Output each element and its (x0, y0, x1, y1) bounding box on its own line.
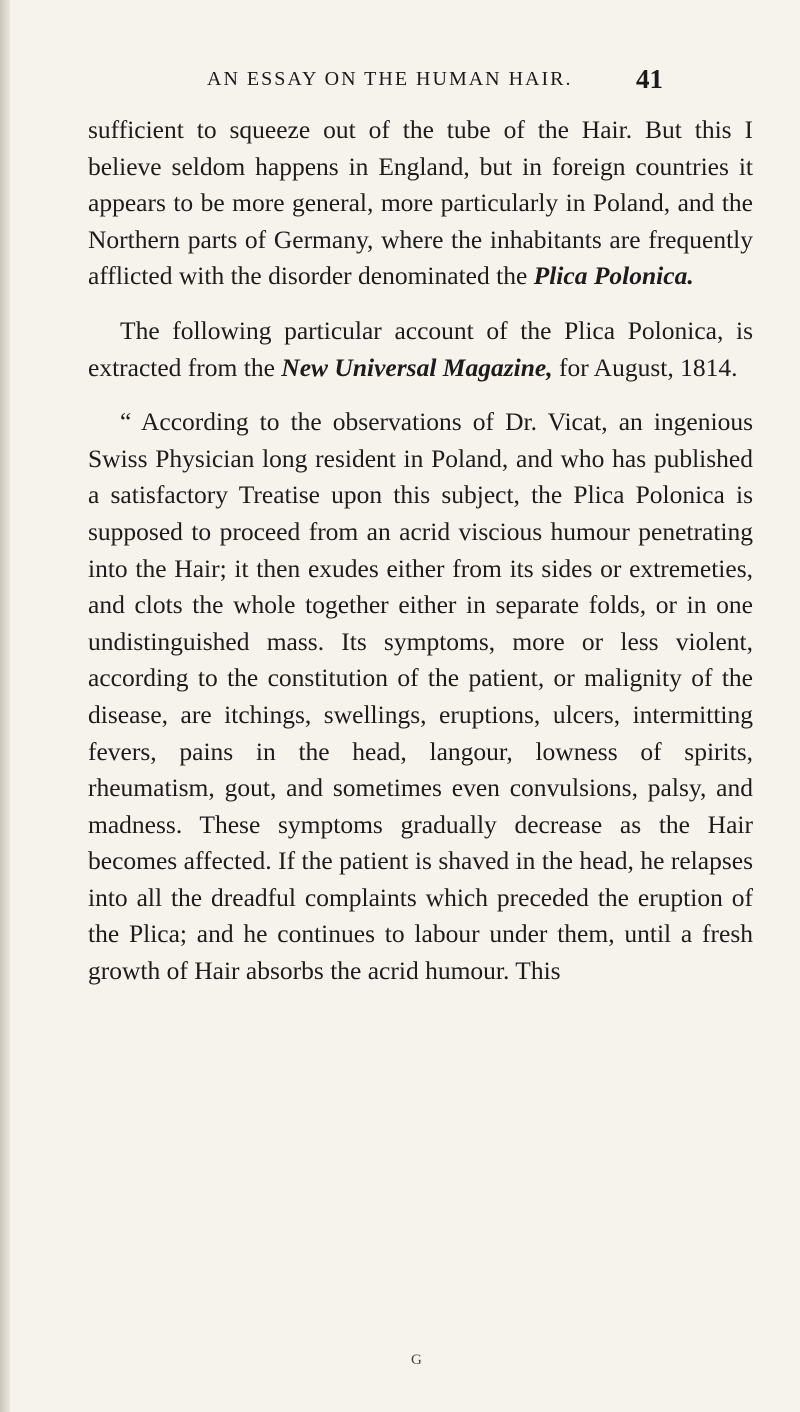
body-text (88, 112, 753, 990)
paragraph-2-text-a: The following particular account of the Plica Polonica, is extracted from the (88, 315, 753, 382)
page-number: 41 (636, 64, 663, 94)
page-header (0, 62, 800, 102)
running-title: AN ESSAY ON THE HUMAN HAIR. (207, 68, 573, 90)
signature-mark: G (411, 1352, 422, 1368)
paragraph-3 (88, 404, 753, 990)
plica-polonica-italic: Plica Polonica. (533, 261, 694, 291)
paragraph-2-text-b: for August, 1814. (552, 352, 738, 382)
binding-gutter (0, 0, 10, 1412)
paragraph-1-text: sufficient to squeeze out of the tube of the Hair. But this I believe seldom happens in England, but in foreign countries it appears to be more general, more particularly in Poland, and the Northern parts of Germany, where the inhabitants are frequently afflicted with the disorder denominated the (88, 115, 753, 291)
paragraph-2 (88, 313, 753, 386)
paragraph-3-text: “ According to the observations of Dr. Vicat, an ingenious Swiss Physician long resident in Poland, and who has published a satisfactory Treatise upon this subject, the Plica Polonica is supposed to proceed from an acrid viscious humour penetrating into the Hair; it then exudes either from its sides or extremeties, and clots the whole together either in separate folds, or in one undistinguished mass. Its symptoms, more or less violent, according to the constitution of the patient, or malignity of the disease, are itchings, swellings, eruptions, ulcers, intermitting fevers, pains in the head, langour, lowness of spirits, rheumatism, gout, and sometimes even convulsions, palsy, and madness. These symptoms gradually decrease as the Hair becomes affected. If the patient is shaved in the head, he relapses into all the dreadful complaints which preceded the eruption of the Plica; and he continues to labour under them, until a fresh growth of Hair absorbs the acrid humour. This (88, 407, 753, 986)
magazine-title-italic: New Universal Magazine, (281, 352, 553, 382)
paragraph-1 (88, 112, 753, 295)
